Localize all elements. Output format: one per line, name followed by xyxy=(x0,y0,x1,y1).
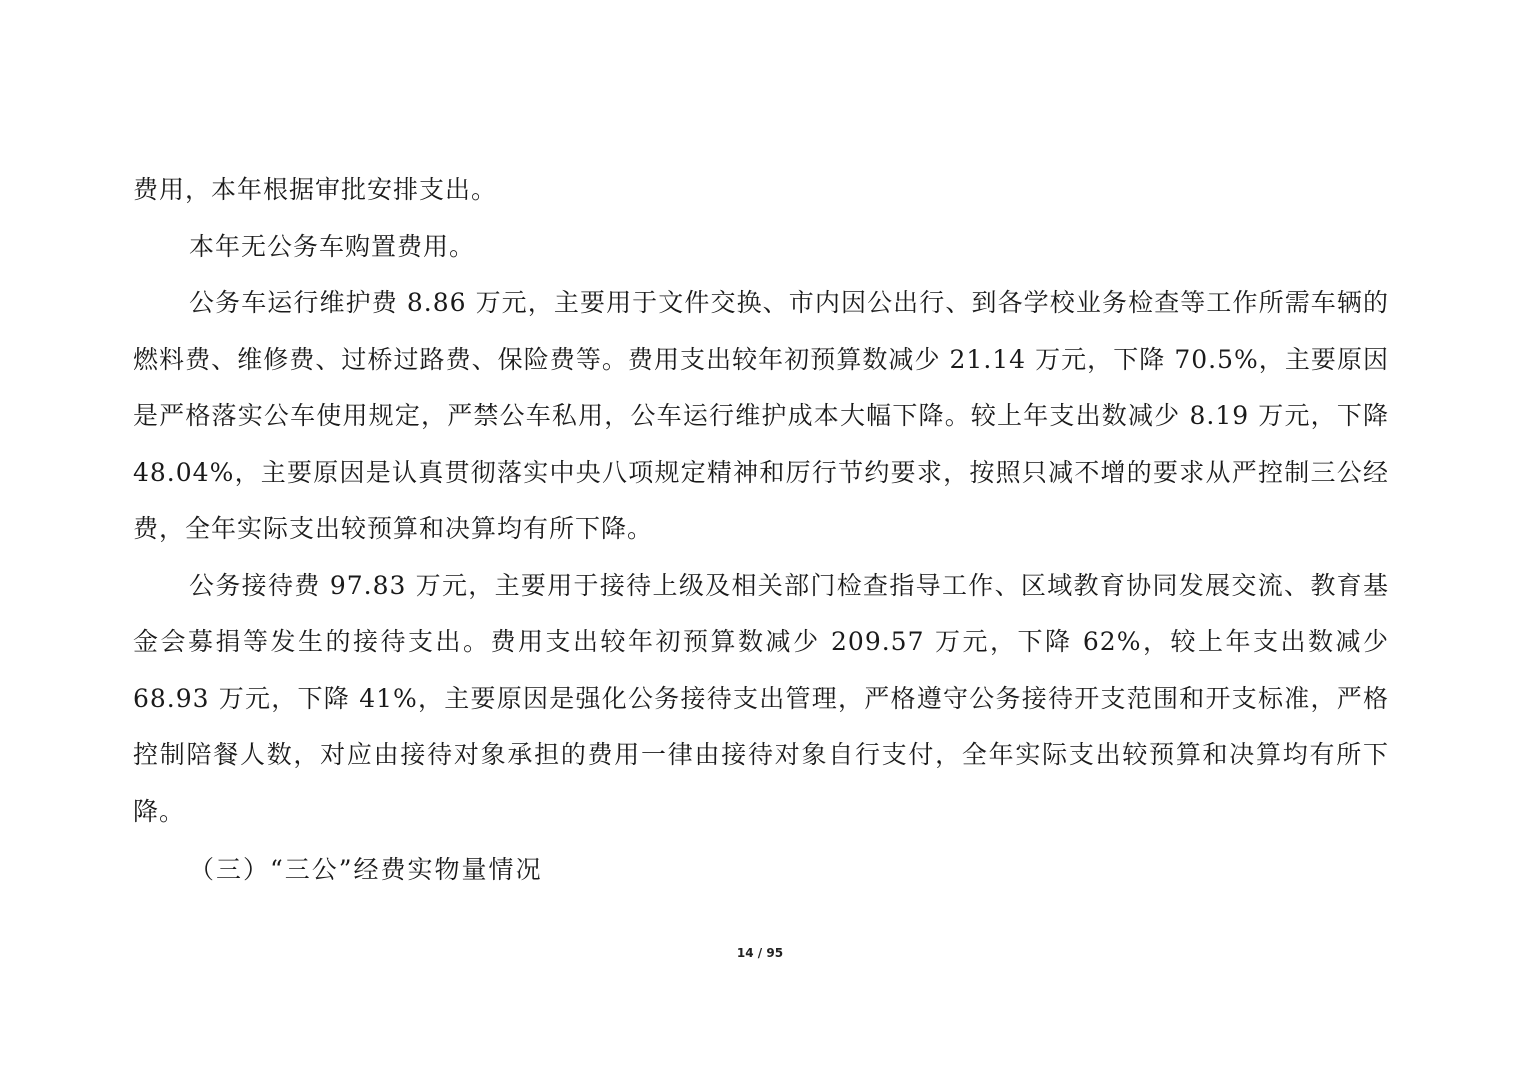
paragraph-vehicle-purchase: 本年无公务车购置费用。 xyxy=(189,231,476,261)
page-number: 14 / 95 xyxy=(736,946,784,960)
paragraph-vehicle-maintenance: 公务车运行维护费 8.86 万元，主要用于文件交换、市内因公出行、到各学校业务检查等工作所需车辆的燃料费、维修费、过桥过路费、保险费等。费用支出较年初预算数减少 21.14 万元，下降 70.5%，主要原因是严格落实公车使用规定，严禁公车私用，公车运行维护成本大幅下降。较上年支出数减少 8.19 万元，下降 48.04%，主要原因是认真贯彻落实中央八项规定精神和厉行节约要求，按照只减不增的要求从严控制三公经费，全年实际支出较预算和决算均有所下降。 xyxy=(133,288,1389,543)
section-heading: （三）“三公”经费实物量情况 xyxy=(189,855,543,884)
document-body xyxy=(133,162,1389,899)
paragraph-reception-expense: 公务接待费 97.83 万元，主要用于接待上级及相关部门检查指导工作、区域教育协同发展交流、教育基金会募捐等发生的接待支出。费用支出较年初预算数减少 209.57 万元，下降 62%，较上年支出数减少 68.93 万元，下降 41%，主要原因是强化公务接待支出管理，严格遵守公务接待开支范围和开支标准，严格控制陪餐人数，对应由接待对象承担的费用一律由接待对象自行支付，全年实际支出较预算和决算均有所下降。 xyxy=(133,570,1389,826)
paragraph-continuation: 费用，本年根据审批安排支出。 xyxy=(133,175,498,204)
